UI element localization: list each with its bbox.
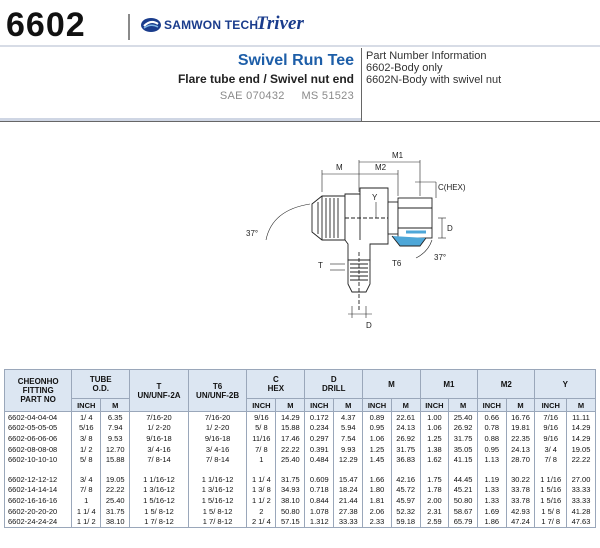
table-cell: 1.86 <box>478 516 506 527</box>
table-cell: 1 1/16-12 <box>130 474 189 485</box>
header-divider <box>128 14 130 40</box>
part-no-cell: 6602-04-04-04 <box>5 412 72 423</box>
table-cell: 0.609 <box>305 474 334 485</box>
sub-inch: INCH <box>478 399 506 412</box>
table-cell: 1 <box>247 454 276 465</box>
table-cell: 45.97 <box>391 495 420 506</box>
standard-ms: MS 51523 <box>301 90 354 102</box>
table-cell: 1/ 2-20 <box>188 423 247 434</box>
table-cell: 1 1/ 4 <box>247 474 276 485</box>
table-cell: 7/16 <box>535 412 567 423</box>
swivel-nut <box>388 198 432 246</box>
part-no-cell: 6602-20-20-20 <box>5 506 72 517</box>
table-cell: 0.172 <box>305 412 334 423</box>
table-cell: 34.93 <box>276 485 305 496</box>
table-cell: 35.05 <box>449 444 478 455</box>
table-cell: 0.391 <box>305 444 334 455</box>
table-cell: 7/ 8 <box>535 454 567 465</box>
table-cell: 9/16 <box>247 412 276 423</box>
table-cell: 7/ 8 <box>72 485 101 496</box>
table-cell: 1 1/ 2 <box>72 516 101 527</box>
table-cell: 1.00 <box>420 412 448 423</box>
table-cell: 0.89 <box>363 412 391 423</box>
table-cell: 9/16 <box>535 433 567 444</box>
table-cell: 38.10 <box>101 516 130 527</box>
table-cell: 0.95 <box>478 444 506 455</box>
dim-y-label: Y <box>372 193 378 202</box>
table-row <box>5 465 596 474</box>
table-cell: 1.312 <box>305 516 334 527</box>
table-cell: 1.25 <box>420 433 448 444</box>
table-cell: 7.54 <box>334 433 363 444</box>
table-cell: 41.15 <box>449 454 478 465</box>
table-cell: 33.78 <box>506 485 535 496</box>
table-cell: 44.45 <box>449 474 478 485</box>
part-number-title: 6602 <box>6 6 86 44</box>
table-cell: 0.297 <box>305 433 334 444</box>
dim-m2-label: M2 <box>375 163 387 172</box>
bottom-flare-end <box>348 252 370 312</box>
table-cell: 45.72 <box>391 485 420 496</box>
table-cell: 1 5/16-12 <box>188 495 247 506</box>
table-cell: 1/ 2 <box>72 444 101 455</box>
dim-m-label: M <box>336 163 343 172</box>
table-cell <box>305 465 334 474</box>
part-no-cell: 6602-06-06-06 <box>5 433 72 444</box>
table-row <box>5 423 596 434</box>
angle-right-label: 37° <box>434 253 447 262</box>
table-cell: 0.484 <box>305 454 334 465</box>
table-cell: 27.38 <box>334 506 363 517</box>
part-number-info <box>366 50 501 86</box>
table-cell: 25.40 <box>101 495 130 506</box>
table-cell: 2.06 <box>363 506 391 517</box>
dim-chex-label: C(HEX) <box>438 183 466 192</box>
col-m2: M2 <box>478 370 535 399</box>
table-cell: 52.32 <box>391 506 420 517</box>
sub-inch: INCH <box>363 399 391 412</box>
title-divider <box>361 48 362 121</box>
table-cell: 1 5/16-12 <box>130 495 189 506</box>
table-cell: 19.05 <box>101 474 130 485</box>
dim-t6-label: T6 <box>392 259 402 268</box>
table-cell: 7/16-20 <box>188 412 247 423</box>
table-cell: 3/ 8 <box>72 433 101 444</box>
table-cell <box>334 465 363 474</box>
table-cell <box>101 465 130 474</box>
table-cell: 15.88 <box>276 423 305 434</box>
table-cell: 65.79 <box>449 516 478 527</box>
table-cell: 1 5/16 <box>535 495 567 506</box>
left-flare-end <box>312 196 345 240</box>
table-cell <box>506 465 535 474</box>
table-cell: 47.63 <box>566 516 595 527</box>
table-cell: 1.66 <box>363 474 391 485</box>
tee-body <box>345 188 388 260</box>
table-cell: 1 7/ 8 <box>535 516 567 527</box>
table-row <box>5 516 596 527</box>
table-cell: 1.81 <box>363 495 391 506</box>
table-cell: 5/ 8 <box>72 454 101 465</box>
info-heading: Part Number Information <box>366 50 487 62</box>
table-cell: 1.33 <box>478 495 506 506</box>
table-cell: 9.93 <box>334 444 363 455</box>
sub-mm: M <box>276 399 305 412</box>
table-cell: 0.66 <box>478 412 506 423</box>
table-cell: 31.75 <box>101 506 130 517</box>
col-d: D DRILL <box>305 370 363 399</box>
table-cell: 26.92 <box>449 423 478 434</box>
table-cell: 16.76 <box>506 412 535 423</box>
table-cell: 5/16 <box>72 423 101 434</box>
table-cell: 22.22 <box>276 444 305 455</box>
table-cell: 9.53 <box>101 433 130 444</box>
table-cell <box>188 465 247 474</box>
table-cell: 1 5/ 8 <box>535 506 567 517</box>
table-cell: 33.78 <box>506 495 535 506</box>
table-cell: 0.95 <box>363 423 391 434</box>
table-cell: 11/16 <box>247 433 276 444</box>
table-cell: 19.05 <box>566 444 595 455</box>
dim-t-label: T <box>318 261 323 270</box>
table-cell: 1.45 <box>363 454 391 465</box>
table-cell <box>130 465 189 474</box>
sub-mm: M <box>391 399 420 412</box>
sub-inch: INCH <box>305 399 334 412</box>
brand-name: SAMWON TECH <box>164 18 259 32</box>
angle-left-label: 37° <box>246 229 259 238</box>
table-cell: 1 1/16 <box>535 474 567 485</box>
table-row <box>5 485 596 496</box>
table-row <box>5 454 596 465</box>
table-cell: 7/ 8-14 <box>188 454 247 465</box>
part-no-cell: 6602-16-16-16 <box>5 495 72 506</box>
spec-table-body <box>5 412 596 528</box>
table-cell: 7.94 <box>101 423 130 434</box>
product-title: Swivel Run Tee <box>237 52 354 69</box>
table-cell <box>363 465 391 474</box>
table-cell: 1.13 <box>478 454 506 465</box>
product-subtitle: Flare tube end / Swivel nut end <box>177 72 354 86</box>
table-row <box>5 412 596 423</box>
fitting-drawing <box>0 122 600 362</box>
table-cell: 5/ 8 <box>247 423 276 434</box>
table-cell: 1.78 <box>420 485 448 496</box>
table-cell: 12.29 <box>334 454 363 465</box>
table-cell: 1 5/16 <box>535 485 567 496</box>
table-cell: 33.33 <box>566 485 595 496</box>
table-cell: 2.31 <box>420 506 448 517</box>
dim-m1-label: M1 <box>392 151 404 160</box>
table-cell: 0.844 <box>305 495 334 506</box>
table-cell: 0.88 <box>478 433 506 444</box>
part-no-cell: 6602-24-24-24 <box>5 516 72 527</box>
table-cell: 1 3/16-12 <box>188 485 247 496</box>
table-cell: 2.33 <box>363 516 391 527</box>
table-cell: 47.24 <box>506 516 535 527</box>
sub-inch: INCH <box>72 399 101 412</box>
table-cell: 5.94 <box>334 423 363 434</box>
table-cell: 2 1/ 4 <box>247 516 276 527</box>
table-cell: 17.46 <box>276 433 305 444</box>
table-cell: 33.33 <box>566 495 595 506</box>
header-rule <box>0 45 600 47</box>
table-cell: 58.67 <box>449 506 478 517</box>
sub-mm: M <box>506 399 535 412</box>
table-cell: 14.29 <box>566 423 595 434</box>
table-cell: 15.88 <box>101 454 130 465</box>
table-cell: 30.22 <box>506 474 535 485</box>
standards-line <box>220 90 354 102</box>
table-cell: 36.83 <box>391 454 420 465</box>
table-cell: 0.78 <box>478 423 506 434</box>
part-no-cell <box>5 465 72 474</box>
table-cell: 22.22 <box>101 485 130 496</box>
col-t: T UN/UNF-2A <box>130 370 189 412</box>
table-cell: 1.06 <box>363 433 391 444</box>
table-cell: 1 3/ 8 <box>247 485 276 496</box>
table-cell: 6.35 <box>101 412 130 423</box>
table-cell: 3/ 4 <box>535 444 567 455</box>
table-cell: 27.00 <box>566 474 595 485</box>
table-cell: 28.70 <box>506 454 535 465</box>
table-cell: 7/16-20 <box>130 412 189 423</box>
table-cell: 18.24 <box>334 485 363 496</box>
table-cell: 24.13 <box>391 423 420 434</box>
dim-d-label: D <box>447 224 453 233</box>
col-tube: TUBE O.D. <box>72 370 130 399</box>
table-cell: 1 7/ 8-12 <box>130 516 189 527</box>
table-cell: 4.37 <box>334 412 363 423</box>
part-no-cell: 6602-12-12-12 <box>5 474 72 485</box>
table-cell <box>449 465 478 474</box>
table-cell: 1 5/ 8-12 <box>130 506 189 517</box>
table-cell: 2.00 <box>420 495 448 506</box>
table-cell <box>420 465 448 474</box>
table-cell: 25.40 <box>276 454 305 465</box>
table-cell: 1 1/ 4 <box>72 506 101 517</box>
table-cell: 45.21 <box>449 485 478 496</box>
info-line-swivel: 6602N-Body with swivel nut <box>366 74 502 86</box>
table-row <box>5 433 596 444</box>
table-cell <box>276 465 305 474</box>
table-cell: 22.61 <box>391 412 420 423</box>
table-cell: 9/16-18 <box>130 433 189 444</box>
part-no-cell: 6602-08-08-08 <box>5 444 72 455</box>
table-cell: 3/ 4-16 <box>188 444 247 455</box>
table-cell: 1.62 <box>420 454 448 465</box>
table-cell: 1 1/ 2 <box>247 495 276 506</box>
table-row <box>5 444 596 455</box>
sub-mm: M <box>101 399 130 412</box>
table-row <box>5 474 596 485</box>
table-cell <box>535 465 567 474</box>
table-cell: 59.18 <box>391 516 420 527</box>
table-row <box>5 506 596 517</box>
table-cell: 1.25 <box>363 444 391 455</box>
table-cell <box>391 465 420 474</box>
table-cell: 31.75 <box>449 433 478 444</box>
table-cell: 1.078 <box>305 506 334 517</box>
table-cell: 1.06 <box>420 423 448 434</box>
table-cell: 22.22 <box>566 454 595 465</box>
table-cell: 24.13 <box>506 444 535 455</box>
table-cell: 22.35 <box>506 433 535 444</box>
table-cell <box>478 465 506 474</box>
col-y: Y <box>535 370 596 399</box>
table-cell: 38.10 <box>276 495 305 506</box>
table-cell: 3/ 4 <box>72 474 101 485</box>
col-m1: M1 <box>420 370 477 399</box>
table-cell: 42.93 <box>506 506 535 517</box>
table-cell: 26.92 <box>391 433 420 444</box>
table-cell: 1.33 <box>478 485 506 496</box>
table-cell: 0.718 <box>305 485 334 496</box>
table-cell: 1/ 4 <box>72 412 101 423</box>
table-cell: 11.11 <box>566 412 595 423</box>
table-cell: 50.80 <box>449 495 478 506</box>
table-cell: 1.75 <box>420 474 448 485</box>
table-cell: 25.40 <box>449 412 478 423</box>
samwon-logo-icon <box>140 17 162 33</box>
table-cell <box>72 465 101 474</box>
table-cell: 1 7/ 8-12 <box>188 516 247 527</box>
table-cell: 14.29 <box>566 433 595 444</box>
sub-mm: M <box>449 399 478 412</box>
table-cell: 12.70 <box>101 444 130 455</box>
table-cell: 33.33 <box>334 516 363 527</box>
col-fitting: CHEONHO FITTING PART NO <box>5 370 72 412</box>
sub-mm: M <box>566 399 595 412</box>
table-cell: 31.75 <box>276 474 305 485</box>
table-cell <box>247 465 276 474</box>
table-cell: 1.69 <box>478 506 506 517</box>
table-cell: 1 1/16-12 <box>188 474 247 485</box>
table-row <box>5 495 596 506</box>
sub-inch: INCH <box>247 399 276 412</box>
standard-sae: SAE 070432 <box>219 90 285 102</box>
table-cell: 7/ 8 <box>247 444 276 455</box>
table-cell <box>566 465 595 474</box>
table-cell: 3/ 4-16 <box>130 444 189 455</box>
table-cell: 1.80 <box>363 485 391 496</box>
table-cell: 41.28 <box>566 506 595 517</box>
info-line-body: 6602-Body only <box>366 62 443 74</box>
part-no-cell: 6602-14-14-14 <box>5 485 72 496</box>
table-cell: 42.16 <box>391 474 420 485</box>
table-cell: 1 5/ 8-12 <box>188 506 247 517</box>
dim-d-bottom-label: D <box>366 321 372 330</box>
table-cell: 14.29 <box>276 412 305 423</box>
part-no-cell: 6602-10-10-10 <box>5 454 72 465</box>
table-cell: 1.19 <box>478 474 506 485</box>
sub-inch: INCH <box>420 399 448 412</box>
table-cell: 50.80 <box>276 506 305 517</box>
table-cell: 31.75 <box>391 444 420 455</box>
table-cell: 21.44 <box>334 495 363 506</box>
sub-mm: M <box>334 399 363 412</box>
col-m: M <box>363 370 420 399</box>
col-c: C HEX <box>247 370 305 399</box>
sub-brand-logo: Triver <box>256 13 304 34</box>
table-cell: 9/16 <box>535 423 567 434</box>
spec-table <box>4 369 596 528</box>
table-cell: 15.47 <box>334 474 363 485</box>
table-cell: 1 3/16-12 <box>130 485 189 496</box>
table-cell: 1/ 2-20 <box>130 423 189 434</box>
sub-inch: INCH <box>535 399 567 412</box>
table-cell: 9/16-18 <box>188 433 247 444</box>
table-cell: 1.38 <box>420 444 448 455</box>
table-cell: 1 <box>72 495 101 506</box>
table-cell: 57.15 <box>276 516 305 527</box>
part-no-cell: 6602-05-05-05 <box>5 423 72 434</box>
table-cell: 7/ 8-14 <box>130 454 189 465</box>
col-t6: T6 UN/UNF-2B <box>188 370 247 412</box>
table-cell: 2.59 <box>420 516 448 527</box>
table-cell: 2 <box>247 506 276 517</box>
table-cell: 0.234 <box>305 423 334 434</box>
table-cell: 19.81 <box>506 423 535 434</box>
